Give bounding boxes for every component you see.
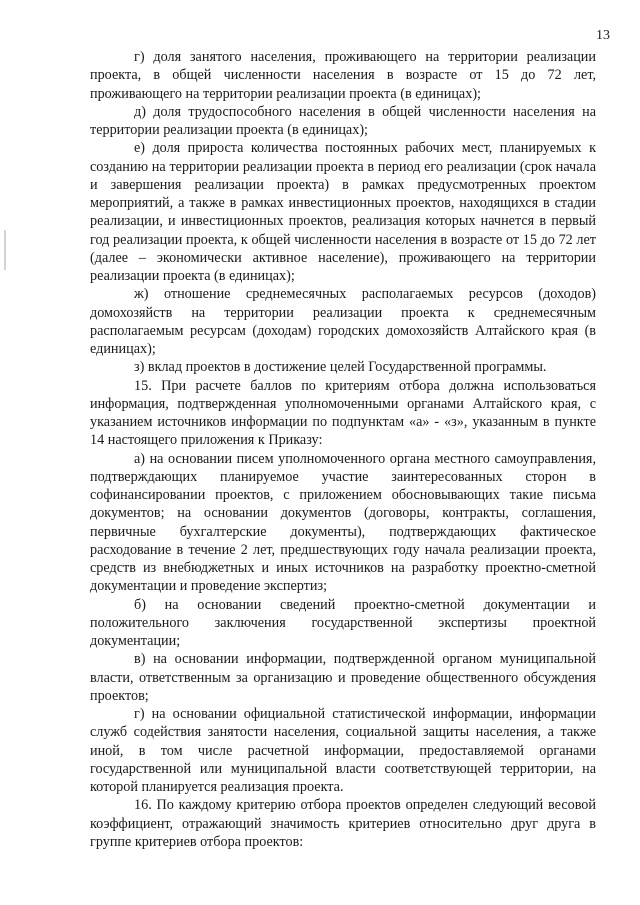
paragraph-item-e: е) доля прироста количества постоянных рабочих мест, планируемых к созданию на территории реализации проекта в период его реализации (срок начала и завершения реализации проекта) в рамках предусмотренных проектом мероприятий, а также в рамках инвестиционных проектов, находящихся в стадии реализации, и инвестиционных проектов, реализация которых начнется в первый год реализации проекта, к общей численности населения в возрасте от 15 до 72 лет (далее – экономически активное население), проживающего на территории реализации проекта (в единицах); — [90, 140, 596, 284]
document-body — [90, 48, 596, 851]
margin-mark — [4, 230, 6, 270]
paragraph-item-z: з) вклад проектов в достижение целей Государственной программы. — [134, 359, 547, 376]
paragraph-subitem-v: в) на основании информации, подтвержденной органом муниципальной власти, ответственным за организацию и проведение общественного обсуждения проектов; — [90, 651, 596, 704]
page-number: 13 — [596, 28, 610, 43]
paragraph-subitem-a: а) на основании писем уполномоченного органа местного самоуправления, подтверждающих планируемое участие заинтересованных сторон в софинансировании проектов, с приложением обосновывающих такие письма документов; на основании документов (договоры, контракты, соглашения, первичные бухгалтерские документы), подтверждающих фактическое расходование в течение 2 лет, предшествующих году начала реализации проекта, средств из внебюджетных и иных источников на разработку проектно-сметной документации и проведение экспертиз; — [90, 450, 596, 595]
paragraph-subitem-g: г) на основании официальной статистической информации, информации служб содействия занятости населения, социальной защиты населения, а также иной, в том числе расчетной информации, предоставляемой органами государственной или муниципальной власти соответствующей территории, на которой планируется реализация проекта. — [90, 706, 596, 795]
paragraph-item-zh: ж) отношение среднемесячных располагаемых ресурсов (доходов) домохозяйств на территории реализации проекта к среднемесячным располагаемым ресурсам (доходам) городских домохозяйств Алтайского края (в единицах); — [90, 286, 596, 357]
paragraph-clause-15: 15. При расчете баллов по критериям отбора должна использоваться информация, подтвержденная уполномоченными органами Алтайского края, с указанием источников информации по подпунктам «а» - «з», указанным в пункте 14 настоящего приложения к Приказу: — [90, 377, 596, 449]
paragraph-item-g: г) доля занятого населения, проживающего на территории реализации проекта, в общей численности населения в возрасте от 15 до 72 лет, проживающего на территории реализации проекта (в единицах); — [90, 49, 596, 102]
paragraph-clause-16: 16. По каждому критерию отбора проектов определен следующий весовой коэффициент, отражающий значимость критериев относительно друг друга в группе критериев отбора проектов: — [90, 797, 596, 850]
paragraph-subitem-b: б) на основании сведений проектно-сметной документации и положительного заключения государственной экспертизы проектной документации; — [90, 596, 596, 649]
paragraph-item-d: д) доля трудоспособного населения в общей численности населения на территории реализации проекта (в единицах); — [90, 103, 596, 138]
